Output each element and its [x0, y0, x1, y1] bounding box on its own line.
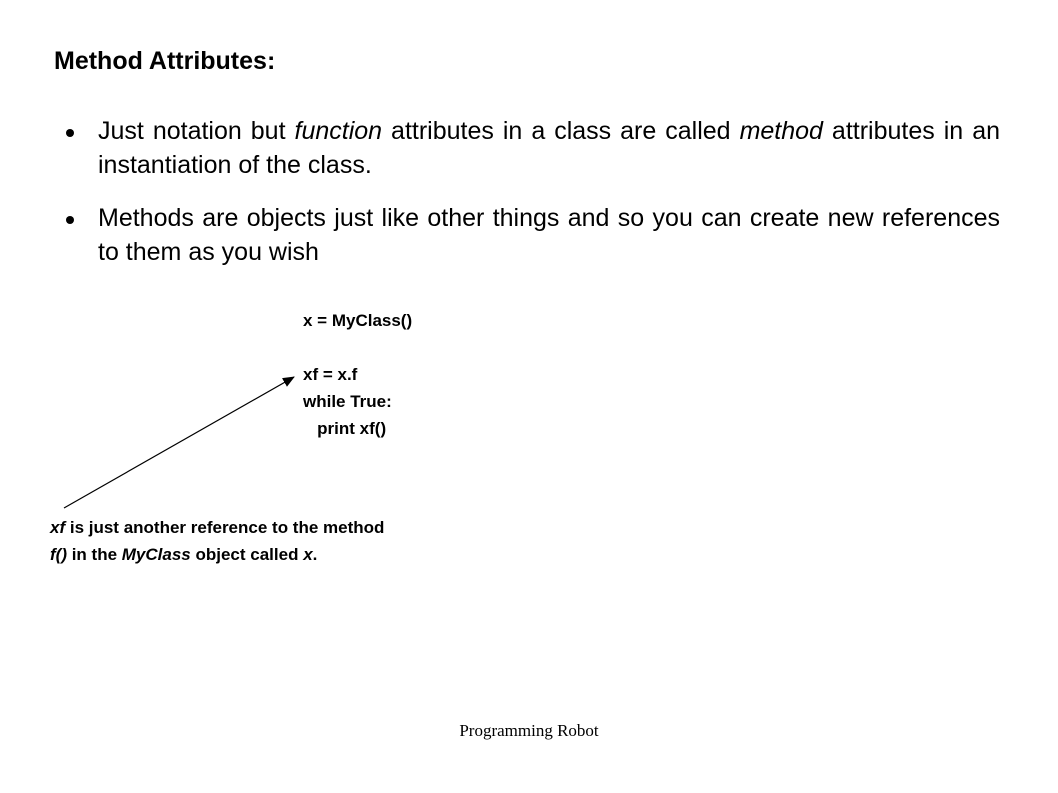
caption-text: object called	[190, 545, 304, 564]
arrow-line	[64, 377, 294, 508]
bullet-1-text-mid: attributes in a class are called	[382, 117, 740, 145]
bullet-dot-icon	[66, 216, 74, 224]
bullet-item-function-attributes	[60, 114, 1000, 182]
bullet-list	[60, 114, 1000, 288]
bullet-item-methods-are-objects	[60, 201, 1000, 269]
caption-xf: xf	[50, 518, 66, 537]
bullet-dot-icon	[66, 129, 74, 137]
bullet-2-text: Methods are objects just like other things and so you can create new references to them as you wish	[98, 204, 1000, 266]
code-line: xf = x.f	[303, 365, 358, 384]
caption-text: in the	[66, 545, 122, 564]
code-line: print xf()	[303, 419, 387, 438]
annotation-caption	[50, 514, 390, 568]
slide-footer: Programming Robot	[459, 721, 599, 740]
caption-myclass: MyClass	[121, 545, 191, 564]
code-line: while True:	[303, 392, 392, 411]
code-blank-line	[303, 334, 412, 361]
bullet-1-emphasis-method: method	[739, 117, 823, 145]
bullet-1-emphasis-function: function	[294, 117, 383, 145]
caption-f: f()	[50, 545, 67, 564]
code-block	[303, 307, 412, 442]
bullet-1-text-pre: Just notation but	[98, 117, 295, 145]
slide-title: Method Attributes:	[54, 47, 276, 75]
code-line: x = MyClass()	[303, 311, 413, 330]
caption-period: .	[312, 545, 318, 564]
bullet-1-text-post: attributes in an instantiation of the class.	[98, 117, 1000, 179]
caption-text: is just another reference to the method	[65, 518, 385, 537]
caption-x: x	[303, 545, 313, 564]
